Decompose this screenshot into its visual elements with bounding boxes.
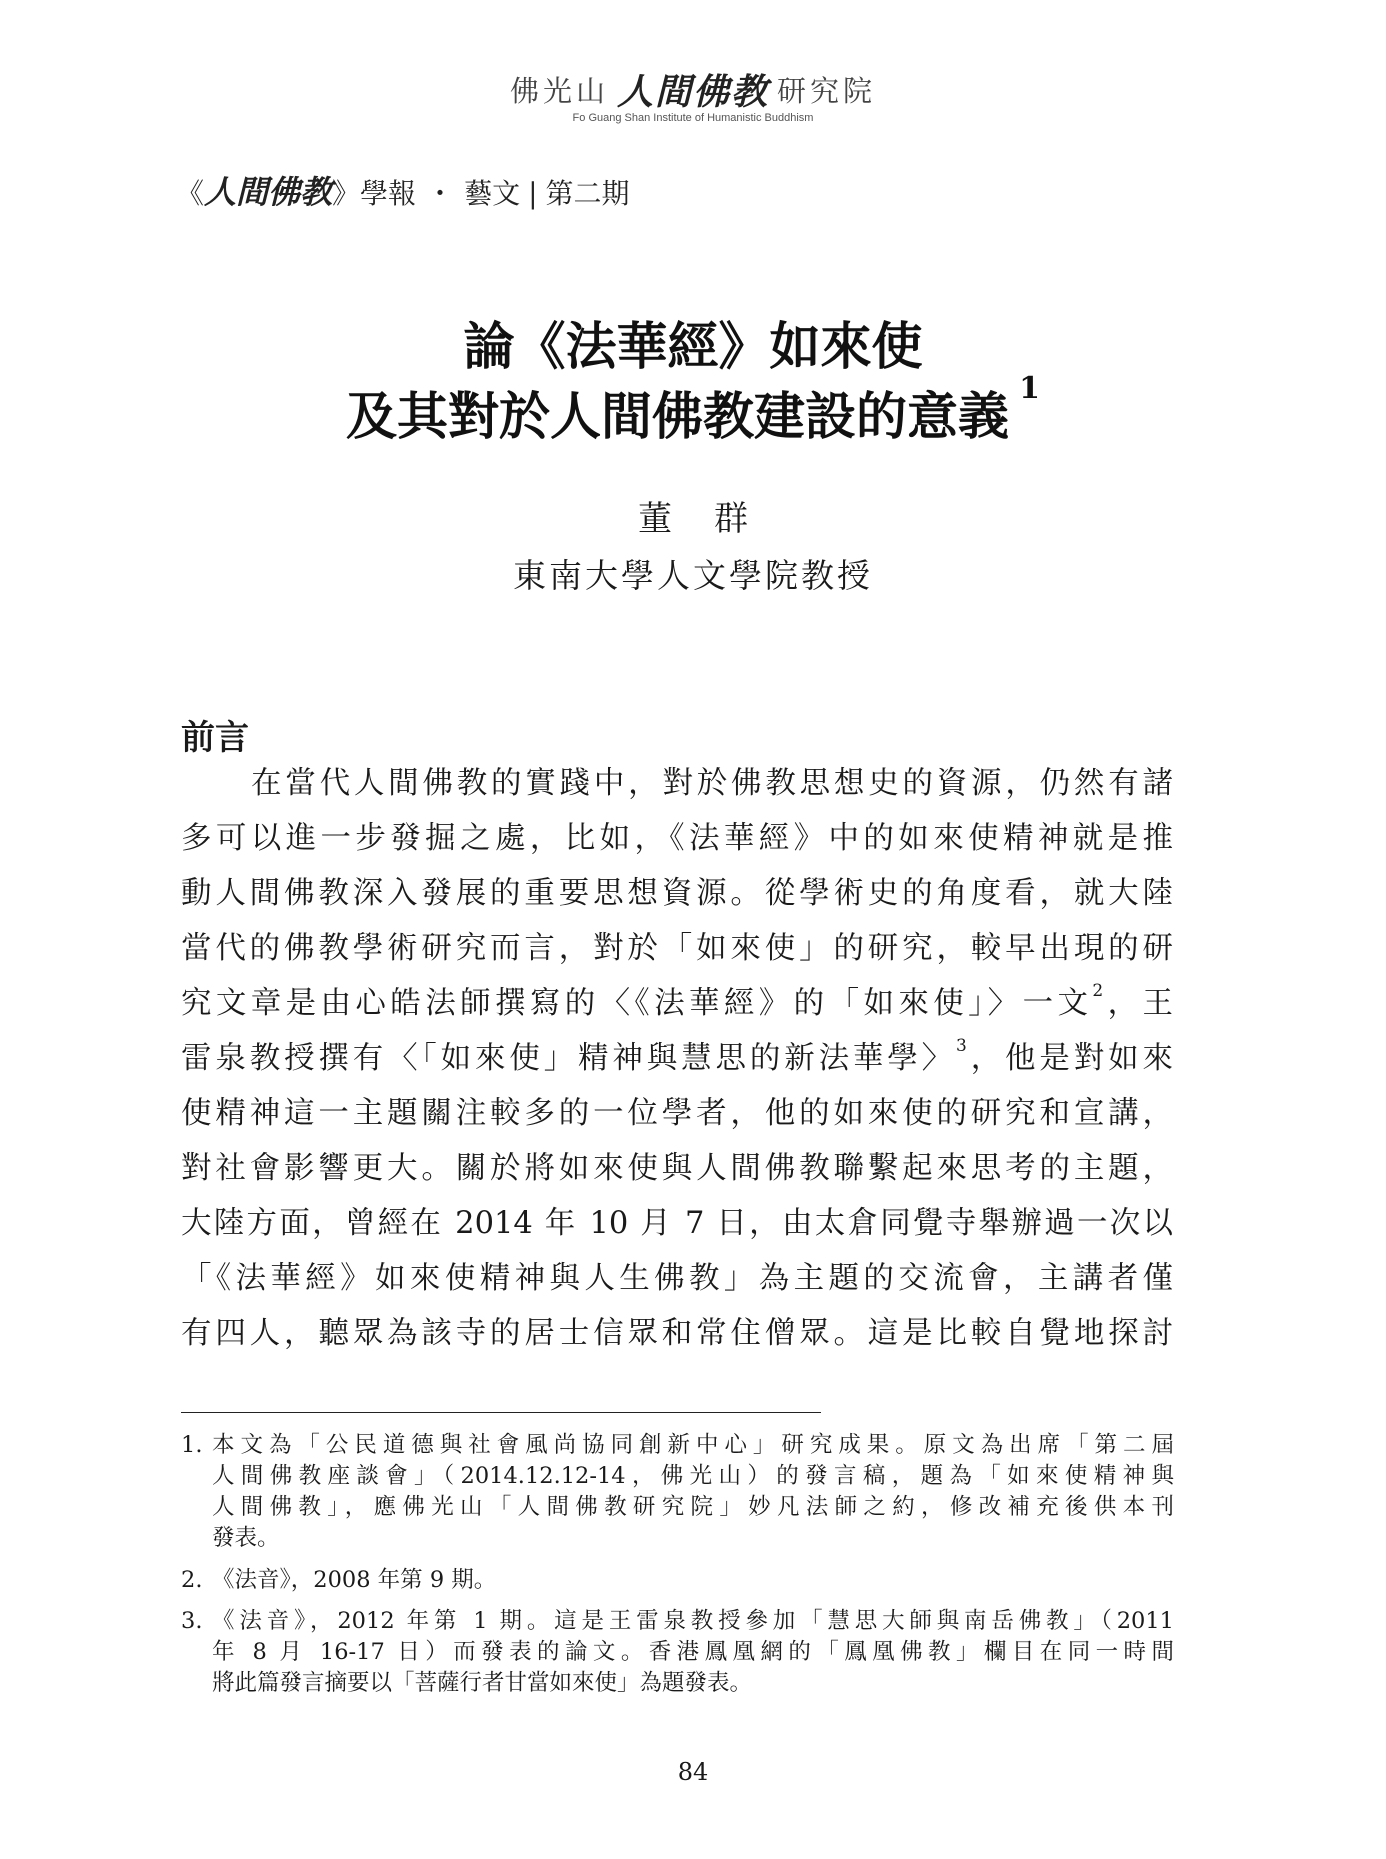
body-line: 當代的佛教學術研究而言，對於「如來使」的研究，較早出現的研 bbox=[181, 931, 1173, 966]
institute-english-name: Fo Guang Shan Institute of Humanistic Buddhism bbox=[572, 112, 814, 124]
body-line: 對社會影響更大。關於將如來使與人間佛教聯繫起來思考的主題， bbox=[181, 1151, 1173, 1186]
body-line: 使精神這一主題關注較多的一位學者，他的如來使的研究和宣講， bbox=[181, 1096, 1173, 1131]
author-name: 董群 bbox=[638, 499, 790, 539]
footnote-3-line: 將此篇發言摘要以「菩薩行者甘當如來使」為題發表。 bbox=[212, 1670, 753, 1696]
journal-brand-logo: 人間佛教 bbox=[204, 173, 333, 211]
footnote-1-line: 人間佛教座談會」（2014.12.12-14，佛光山）的發言稿，題為「如來使精神與 bbox=[212, 1463, 1174, 1489]
article-title-text: 及其對於人間佛教建設的意義 bbox=[346, 387, 1010, 447]
footnote-1-line: 人間佛教」，應佛光山「人間佛教研究院」妙凡法師之約，修改補充後供本刊 bbox=[212, 1494, 1174, 1520]
footnote-3-line: 《法音》，2012 年第 1 期。這是王雷泉教授參加「慧思大師與南岳佛教」（2011 bbox=[212, 1608, 1174, 1634]
footnote-1-line: 發表。 bbox=[212, 1525, 280, 1551]
body-line: 多可以進一步發掘之處，比如，《法華經》中的如來使精神就是推 bbox=[181, 821, 1173, 856]
author-affiliation: 東南大學人文學院教授 bbox=[513, 556, 873, 595]
footnote-2-line: 《法音》，2008 年第 9 期。 bbox=[212, 1567, 497, 1593]
footnote-divider bbox=[181, 1412, 821, 1413]
body-line-tail: ，王 bbox=[1103, 986, 1174, 1021]
body-line bbox=[181, 983, 1173, 1025]
footnote-ref-3: 3 bbox=[956, 1036, 967, 1056]
journal-dot: ・ bbox=[426, 177, 455, 210]
institute-prefix: 佛光山 bbox=[509, 74, 609, 108]
footnote-ref-2: 2 bbox=[1092, 981, 1104, 1001]
body-line-text: 雷泉教授撰有〈「如來使」精神與慧思的新法華學〉 bbox=[181, 1041, 957, 1076]
journal-issue: 第二期 bbox=[545, 177, 630, 210]
body-line: 大陸方面，曾經在 2014 年 10 月 7 日，由太倉同覺寺舉辦過一次以 bbox=[181, 1206, 1173, 1241]
article-title-line-1: 論《法華經》如來使 bbox=[463, 317, 923, 377]
journal-name: 》學報 bbox=[332, 177, 417, 210]
section-heading: 前言 bbox=[181, 718, 249, 758]
body-line: 動人間佛教深入發展的重要思想資源。從學術史的角度看，就大陸 bbox=[181, 876, 1173, 911]
body-line: 有四人，聽眾為該寺的居士信眾和常住僧眾。這是比較自覺地探討 bbox=[181, 1316, 1173, 1351]
footnote-number: 3. bbox=[181, 1608, 203, 1634]
footnote-number: 1. bbox=[181, 1432, 203, 1458]
institute-suffix: 研究院 bbox=[777, 74, 877, 108]
title-footnote-ref: 1 bbox=[1019, 371, 1040, 406]
footnote-number: 2. bbox=[181, 1567, 203, 1593]
journal-running-head bbox=[176, 167, 630, 213]
institute-header bbox=[0, 64, 1386, 115]
body-line bbox=[181, 1038, 1173, 1080]
journal-section: 藝文 bbox=[464, 177, 521, 210]
footnote-3-line: 年 8 月 16-17 日）而發表的論文。香港鳳凰網的「鳳凰佛教」欄目在同一時間 bbox=[212, 1639, 1174, 1665]
footnote-1-line: 本文為「公民道德與社會風尚協同創新中心」研究成果。原文為出席「第二屆 bbox=[212, 1432, 1174, 1458]
journal-divider: | bbox=[528, 177, 538, 210]
institute-brand-logo: 人間佛教 bbox=[616, 72, 769, 113]
body-line-tail: ，他是對如來 bbox=[966, 1041, 1173, 1076]
article-title-line-2 bbox=[0, 371, 1386, 449]
body-line-text: 究文章是由心皓法師撰寫的〈《法華經》的「如來使」〉一文 bbox=[181, 986, 1093, 1021]
journal-open-bracket: 《 bbox=[176, 177, 205, 210]
page-number: 84 bbox=[677, 1758, 709, 1786]
body-line: 在當代人間佛教的實踐中，對於佛教思想史的資源，仍然有諸 bbox=[251, 766, 1173, 801]
body-line: 「《法華經》如來使精神與人生佛教」為主題的交流會，主講者僅 bbox=[181, 1261, 1173, 1296]
